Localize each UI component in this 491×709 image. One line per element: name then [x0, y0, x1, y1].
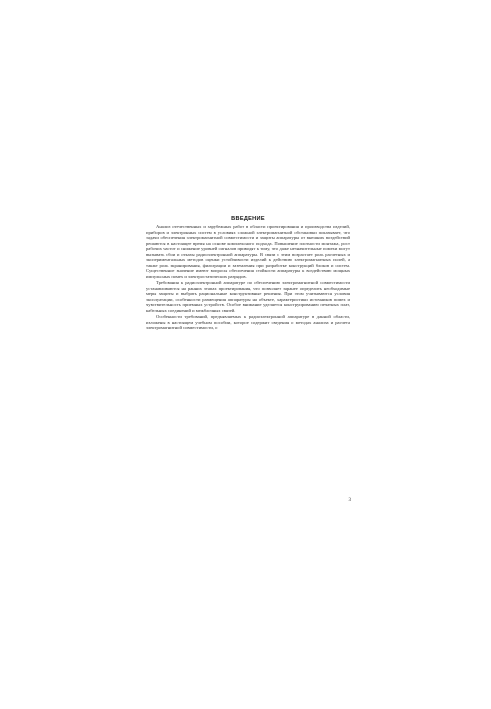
section-title: ВВЕДЕНИЕ [231, 216, 265, 222]
paragraph-3: Особенности требований, предъявляемых к радиоэлектронной аппаратуре в данной области, изложены в настоящем учебном пособии, которое содержит сведения о методах анализа и расчета электромагнитной совместимости, о [146, 314, 350, 330]
paragraph-2: Требования к радиоэлектронной аппаратуре по обеспечению электромагнитной совместимости устанавливаются на ранних этапах проектирования, что позволяет заранее определить необходимые меры защиты и выбрать рациональные конструктивные решения. При этом учитываются условия эксплуатации, особенности размещения аппаратуры на объекте, характеристики источников помех и чувствительность приемных устройств. Особое внимание уделяется конструированию печатных плат, кабельных соединений и межблочных связей. [146, 280, 350, 313]
page-text [146, 216, 350, 331]
page-number: 3 [348, 498, 351, 503]
paragraph-1: Анализ отечественных и зарубежных работ в области проектирования и производства изделий, приборов и электронных систем в условиях сложной электромагнитной обстановки показывает, что задачи обеспечения электромагнитной совместимости и защиты аппаратуры от внешних воздействий решаются в настоящее время на основе комплексного подхода. Повышение плотности монтажа, рост рабочих частот и снижение уровней сигналов приводят к тому, что даже незначительные помехи могут вызывать сбои и отказы радиоэлектронной аппаратуры. В связи с этим возрастает роль расчетных и экспериментальных методов оценки устойчивости изделий к действию электромагнитных полей, а также роль экранирования, фильтрации и заземления при разработке конструкций блоков и систем. Существенное значение имеют вопросы обеспечения стойкости аппаратуры к воздействию мощных импульсных помех и электростатических разрядов. [146, 224, 350, 279]
